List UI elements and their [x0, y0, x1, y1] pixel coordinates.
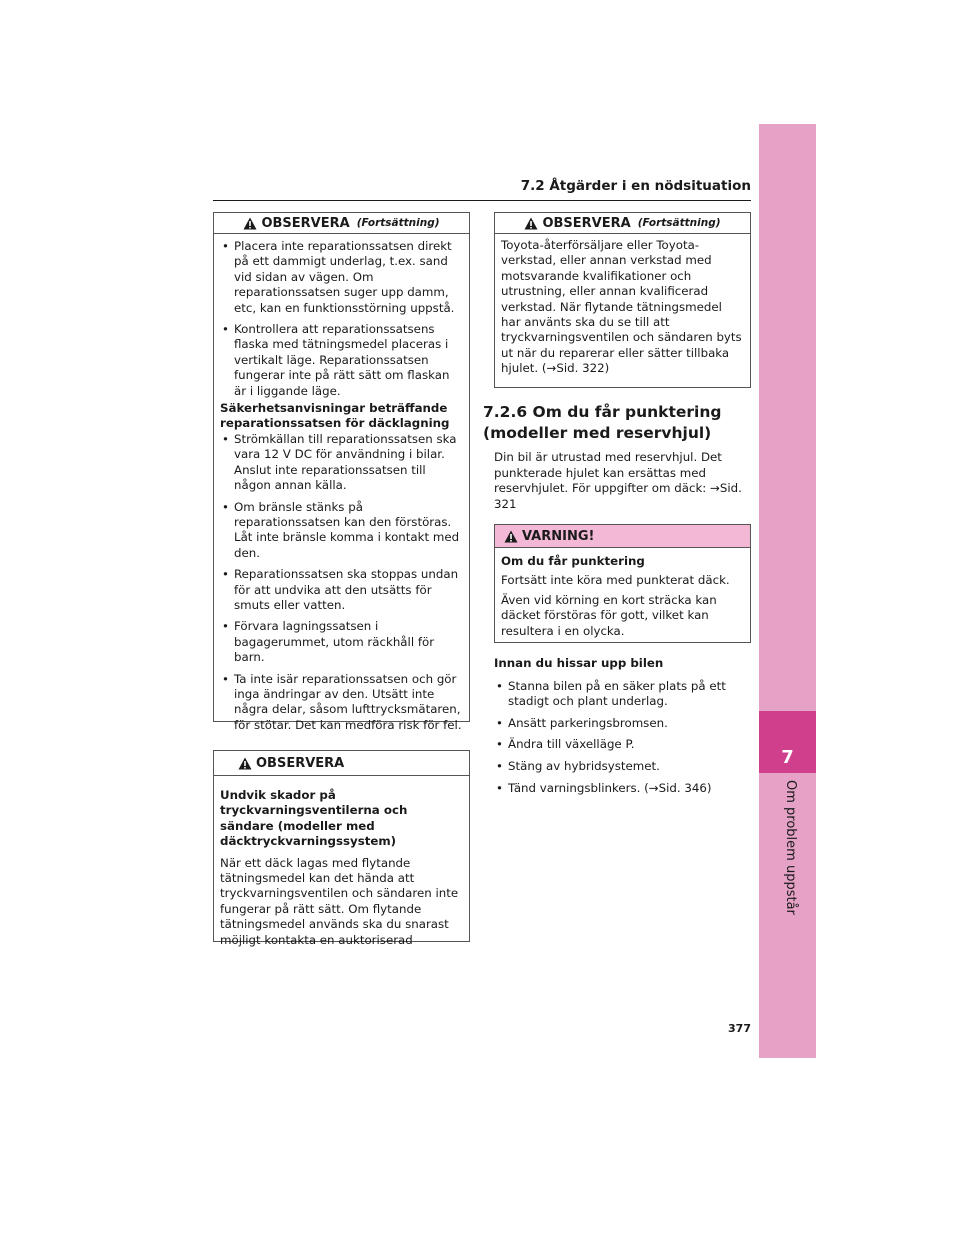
warning-text: Även vid körning en kort sträcka kan däcket förstöras för gott, vilket kan resultera i en olycka. [501, 592, 717, 638]
warning-triangle-icon [238, 757, 252, 770]
list-item: • Ändra till växelläge P. [494, 737, 751, 753]
list-item: • Stäng av hybridsystemet. [494, 759, 751, 775]
list-item: • Förvara lagningssatsen i bagagerummet, utom räckhåll för barn. [220, 619, 463, 665]
notice-header [495, 213, 750, 234]
list-item: • Stanna bilen på en säker plats på ett stadigt och plant underlag. [494, 679, 751, 710]
before-lift-heading: Innan du hissar upp bilen [494, 656, 664, 670]
notice-text: När ett däck lagas med flytande tätningsmedel kan det hända att tryckvarningsventilen och sändaren inte fungerar på rätt sätt. Om flytande tätningsmedel används ska du snarast möjligt kontakta en auktoriserad [220, 855, 459, 947]
section-header: 7.2 Åtgärder i en nödsituation [520, 178, 751, 194]
list-item: • Strömkällan till reparationssatsen ska vara 12 V DC för användning i bilar. Anslut inte reparationssatsen till någon annan källa. [220, 432, 463, 494]
warning-box [494, 524, 751, 643]
notice-text: Toyota-återförsäljare eller Toyota-verkstad, eller annan verkstad med motsvarande kvalifikationer och utrustning, eller annan kvalificerad verkstad. När flytande tätningsmedel har använts ska du se till att tryckvarningsventilen och sändaren byts ut när du reparerar eller sätter tillbaka hjulet. (→Sid. 322) [501, 238, 742, 376]
warning-triangle-icon [243, 217, 257, 230]
continued-label: (Fortsättning) [356, 217, 440, 229]
notice-subheading: Säkerhetsanvisningar beträffande reparationssatsen för däcklagning [220, 401, 450, 431]
warning-text: Fortsätt inte köra med punkterat däck. [501, 573, 730, 588]
notice-box-continued [494, 212, 751, 388]
chapter-title: Om problem uppstår [783, 780, 798, 915]
notice-box-continued [213, 212, 470, 732]
notice-header [214, 751, 469, 776]
notice-subheading: Undvik skador på tryckvarningsventilerna och sändare (modeller med däcktryckvarningssystem) [220, 788, 408, 849]
list-item: • Placera inte reparationssatsen direkt på ett dammigt underlag, t.ex. sand vid sidan av vägen. Om reparationssatsen suger upp damm, etc, kan en funktionsstörning uppstå. [220, 239, 463, 316]
list-item: • Reparationssatsen ska stoppas undan för att undvika att den utsätts för smuts eller vatten. [220, 567, 463, 613]
warning-label: VARNING! [522, 528, 595, 544]
warning-triangle-icon [504, 530, 518, 543]
list-item: • Om bränsle stänks på reparationssatsen kan den förstöras. Låt inte bränsle komma i kontakt med den. [220, 500, 463, 562]
list-item: • Ansätt parkeringsbromsen. [494, 716, 751, 732]
section-heading-line1: 7.2.6 Om du får punktering [483, 403, 722, 421]
list-item: • Tänd varningsblinkers. (→Sid. 346) [494, 781, 751, 797]
notice-label: OBSERVERA [261, 215, 350, 231]
warning-subheading: Om du får punktering [501, 554, 645, 568]
section-intro: Din bil är utrustad med reservhjul. Det punkterade hjulet kan ersättas med reservhjulet. För uppgifter om däck: →Sid. 321 [494, 450, 742, 511]
list-item: • Ta inte isär reparationssatsen och gör inga ändringar av den. Utsätt inte några delar, såsom lufttrycksmätaren, för stötar. Det kan medföra risk för fel. [220, 672, 463, 734]
before-lift-section [494, 656, 751, 802]
section-heading [483, 402, 751, 444]
chapter-number: 7 [759, 711, 816, 773]
warning-header [495, 525, 750, 548]
continued-label: (Fortsättning) [637, 217, 721, 229]
warning-triangle-icon [524, 217, 538, 230]
notice-label: OBSERVERA [542, 215, 631, 231]
page-number: 377 [728, 1022, 751, 1035]
list-item: • Kontrollera att reparationssatsens flaska med tätningsmedel placeras i vertikalt läge. Reparationssatsen fungerar inte på rätt sätt om flaskan är i liggande läge. [220, 322, 463, 399]
notice-label: OBSERVERA [256, 755, 345, 771]
section-heading-line2: (modeller med reservhjul) [483, 424, 712, 442]
notice-box [213, 750, 470, 947]
header-divider [213, 200, 751, 201]
notice-header [214, 213, 469, 234]
